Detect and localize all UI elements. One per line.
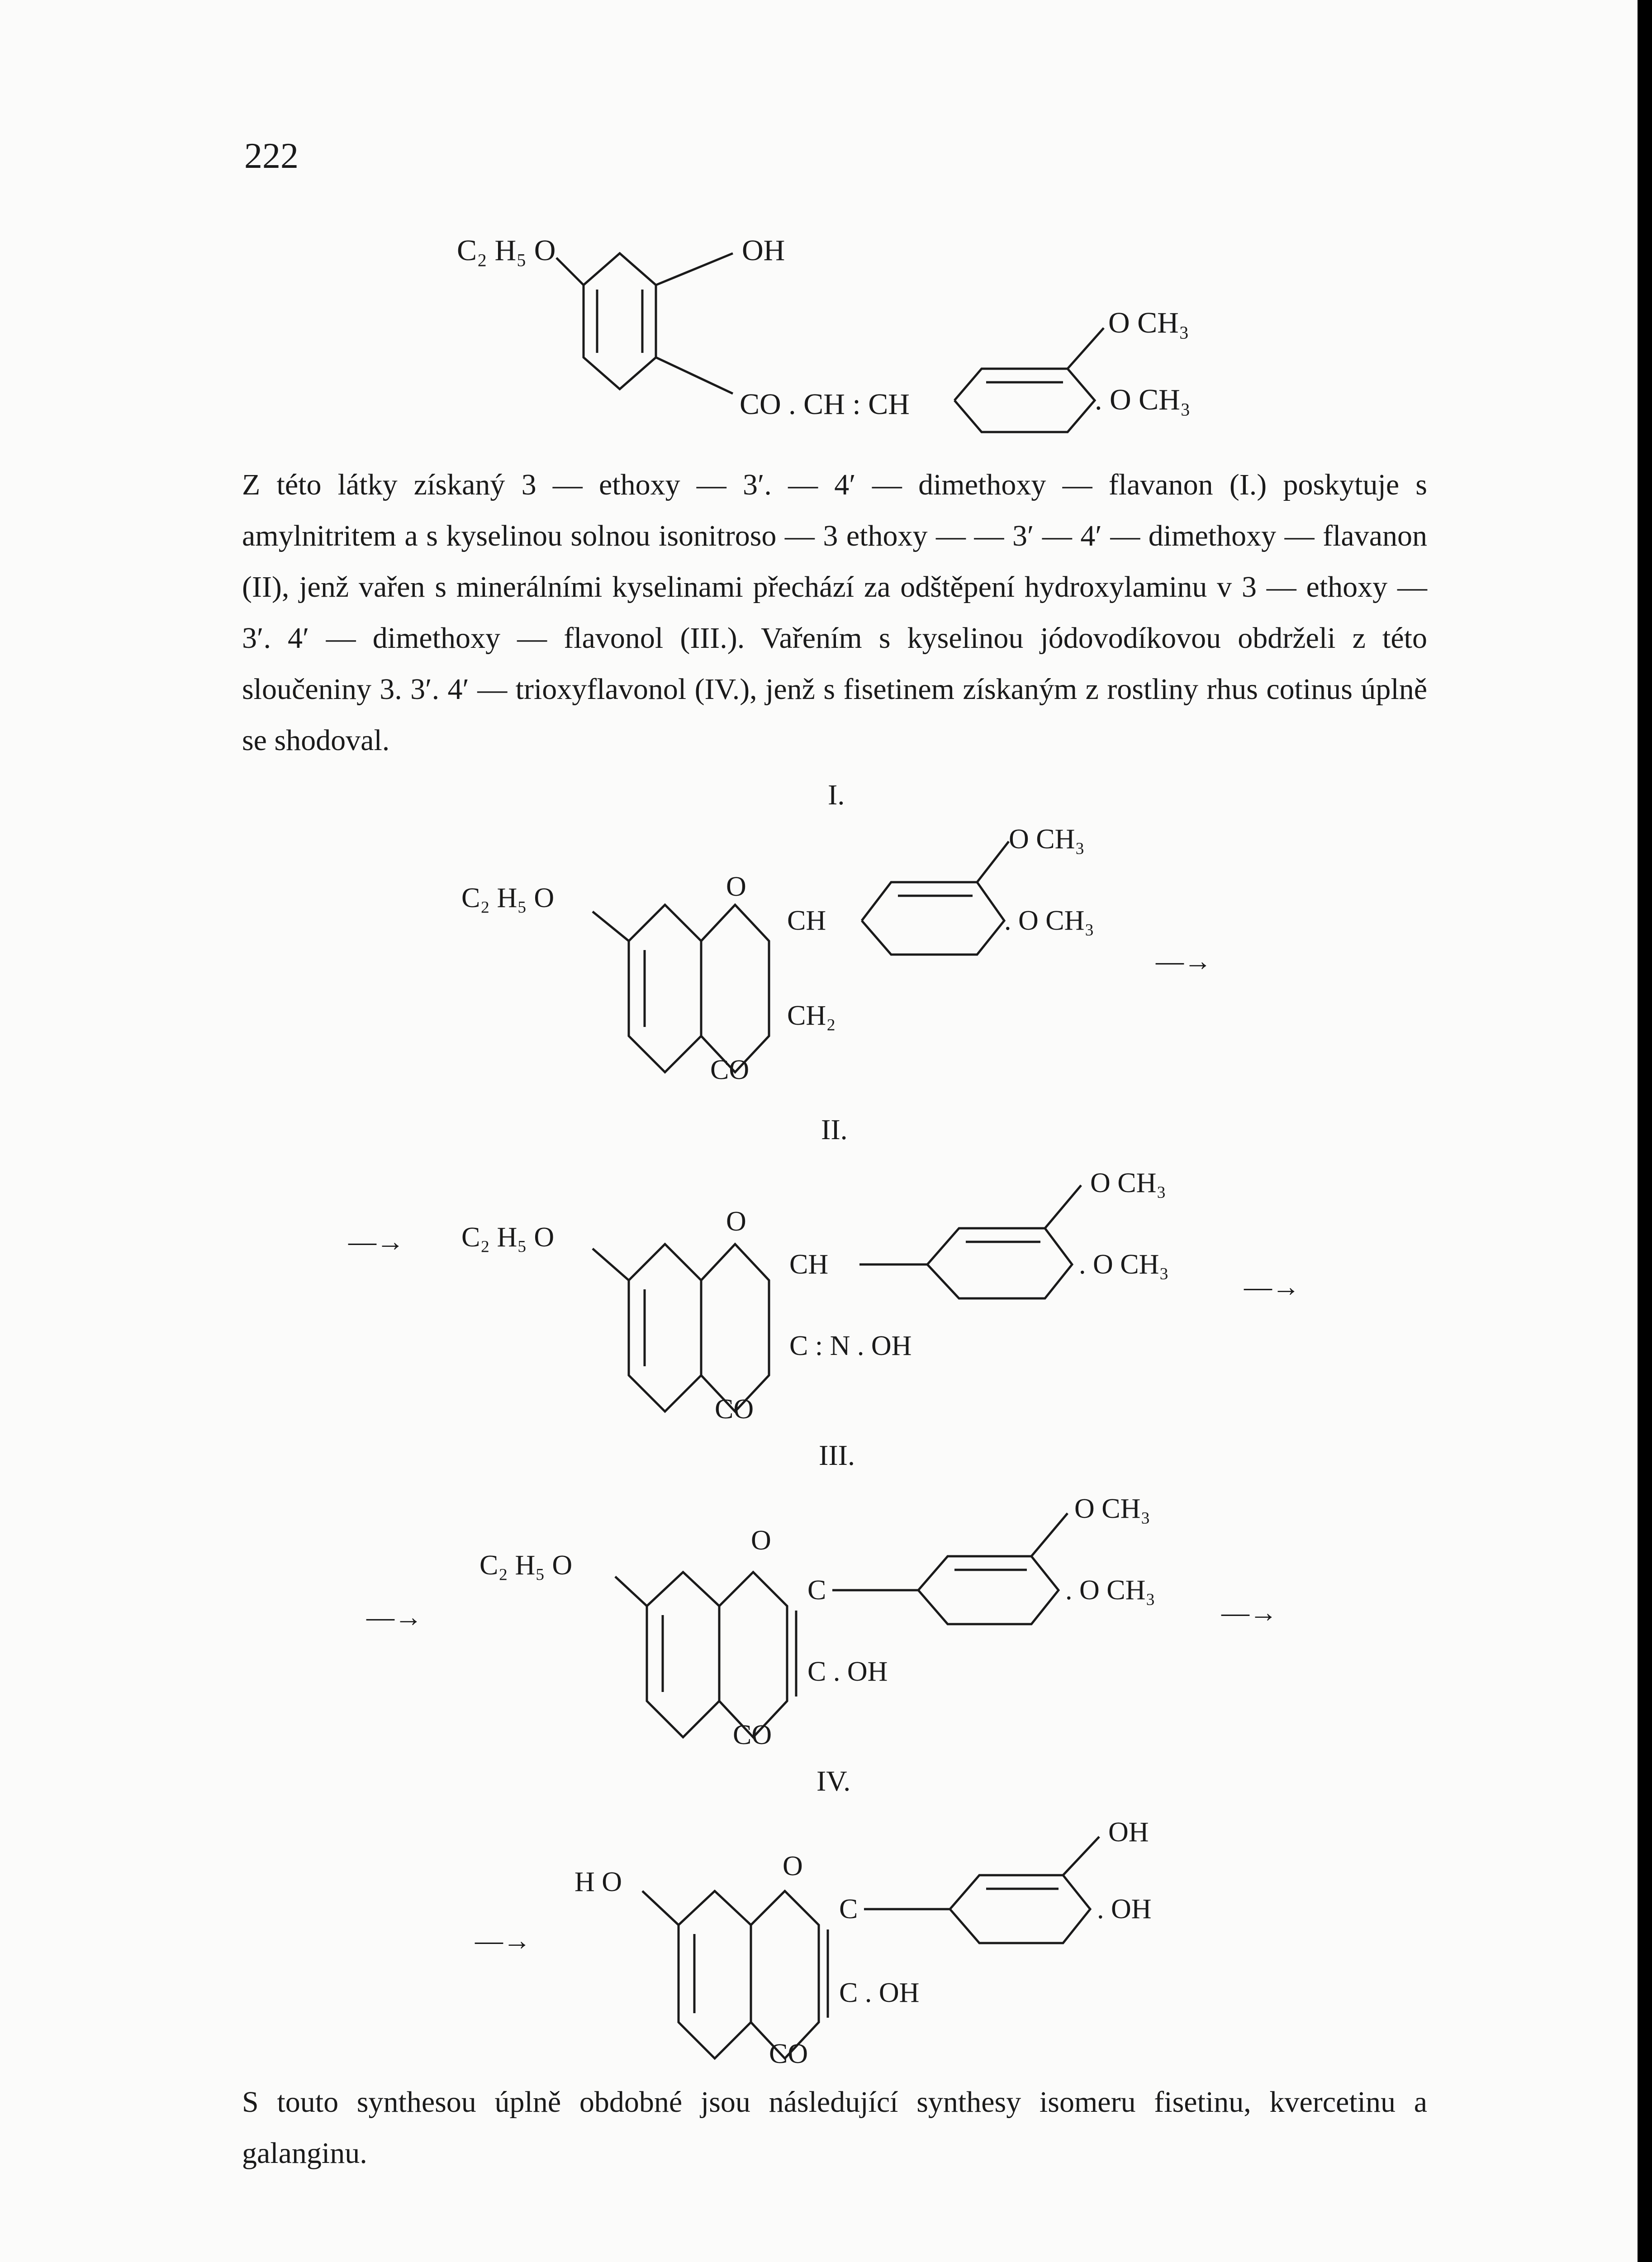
pyranone-ring	[751, 1891, 819, 2058]
formula-ring-oxygen: O	[726, 871, 746, 902]
formula-oh-a: OH	[1108, 1817, 1149, 1848]
pyranone-ring	[719, 1572, 787, 1737]
formula-co: CO	[733, 1720, 772, 1750]
label-compound-III: III.	[819, 1439, 855, 1471]
formula-chain: CO . CH : CH	[740, 388, 910, 421]
pyranone-ring	[701, 905, 769, 1072]
bond-hydroxy-left	[642, 1891, 679, 1925]
formula-ch2: CH₂	[787, 1000, 836, 1031]
bond-hydroxy	[656, 253, 733, 285]
formula-och3-b: . O CH₃	[1079, 1249, 1169, 1280]
formula-compound-I	[0, 814, 1638, 1158]
bond-methoxy-a	[1045, 1185, 1081, 1228]
reaction-arrow: —→	[366, 1602, 422, 1633]
reaction-arrow: —→	[1221, 1597, 1277, 1628]
phenyl-ring	[950, 1875, 1090, 1943]
formula-ch: CH	[789, 1249, 829, 1280]
benzene-ring-right	[954, 369, 1095, 432]
formula-starting-compound	[0, 0, 1638, 452]
bond-chain	[656, 357, 733, 394]
formula-c: C	[807, 1575, 826, 1606]
formula-oh: OH	[742, 234, 785, 267]
bond-ethoxy	[593, 1249, 629, 1280]
formula-c2h5o: C₂ H₅ O	[461, 1222, 555, 1253]
phenyl-ring	[918, 1556, 1059, 1624]
formula-c2h5o: C₂ H₅ O	[479, 1550, 573, 1581]
formula-ch: CH	[787, 905, 826, 936]
formula-och3-b: . O CH₃	[1004, 905, 1095, 936]
pyranone-ring	[701, 1244, 769, 1411]
benzene-ring	[679, 1891, 751, 2058]
formula-ring-oxygen: O	[751, 1525, 771, 1556]
formula-c2h5o: C₂ H₅ O	[457, 234, 556, 267]
bond-ethoxy	[556, 258, 584, 285]
bond-ethoxy	[593, 912, 629, 941]
bond-methoxy-a	[977, 841, 1009, 882]
formula-co: CO	[769, 2039, 808, 2069]
phenyl-ring	[862, 882, 1004, 955]
page-number: 222	[244, 136, 299, 176]
formula-oh-b: . OH	[1097, 1894, 1152, 1925]
bond-ethoxy	[615, 1577, 647, 1606]
label-compound-I: I.	[828, 779, 845, 811]
formula-ring-oxygen: O	[726, 1206, 746, 1237]
benzene-ring	[647, 1572, 719, 1737]
formula-och3-a: O CH₃	[1090, 1168, 1167, 1198]
label-compound-IV: IV.	[817, 1765, 851, 1797]
formula-och3-a: O CH₃	[1074, 1493, 1151, 1524]
formula-coh: C . OH	[839, 1977, 920, 2008]
bond-methoxy-a	[1031, 1513, 1068, 1556]
formula-co: CO	[715, 1394, 754, 1425]
bond-methoxy-a	[1068, 328, 1104, 369]
reaction-arrow: —→	[475, 1925, 531, 1956]
formula-coh: C . OH	[807, 1656, 888, 1687]
benzene-ring	[629, 1244, 701, 1411]
formula-ho: H O	[574, 1867, 622, 1897]
bond-hydroxy-a	[1063, 1837, 1099, 1875]
reaction-arrow: —→	[1244, 1272, 1300, 1302]
formula-cnoh: C : N . OH	[789, 1331, 912, 1361]
formula-ring-oxygen: O	[783, 1851, 803, 1882]
formula-co: CO	[710, 1055, 750, 1085]
paragraph-closing: S touto synthesou úplně obdobné jsou následující synthesy isomeru fisetinu, kvercetinu a galanginu.	[242, 2086, 1427, 2170]
reaction-arrow: —→	[1156, 946, 1212, 977]
formula-c2h5o: C₂ H₅ O	[461, 883, 555, 913]
reaction-arrow: —→	[348, 1226, 404, 1257]
formula-och3-b: . O CH₃	[1065, 1575, 1156, 1606]
phenyl-ring	[927, 1228, 1072, 1298]
paragraph-description: Z této látky získaný 3 — ethoxy — 3′. — 4′ — dimethoxy — flavanon (I.) poskytuje s amylnitritem a s kyselinou solnou isonitroso — 3 ethoxy — — 3′ — 4′ — dimethoxy — flavanon (II), jenž vařen s minerálními kyselinami přechází za odštěpení hydroxylaminu v 3 — ethoxy — 3′. 4′ — dimethoxy — flavonol (III.). Vařením s kyselinou jódovodíkovou obdrželi z této sloučeniny 3. 3′. 4′ — trioxyflavonol (IV.), jenž s fisetinem získaným z rostliny rhus cotinus úplně se shodoval.	[242, 468, 1427, 757]
formula-och3-a: O CH₃	[1108, 306, 1189, 339]
formula-och3-b: . O CH₃	[1095, 383, 1191, 416]
formula-c: C	[839, 1894, 858, 1925]
formula-och3-a: O CH₃	[1009, 824, 1085, 855]
label-compound-II: II.	[821, 1113, 848, 1145]
benzene-ring	[629, 905, 701, 1072]
benzene-ring-left	[584, 253, 656, 389]
